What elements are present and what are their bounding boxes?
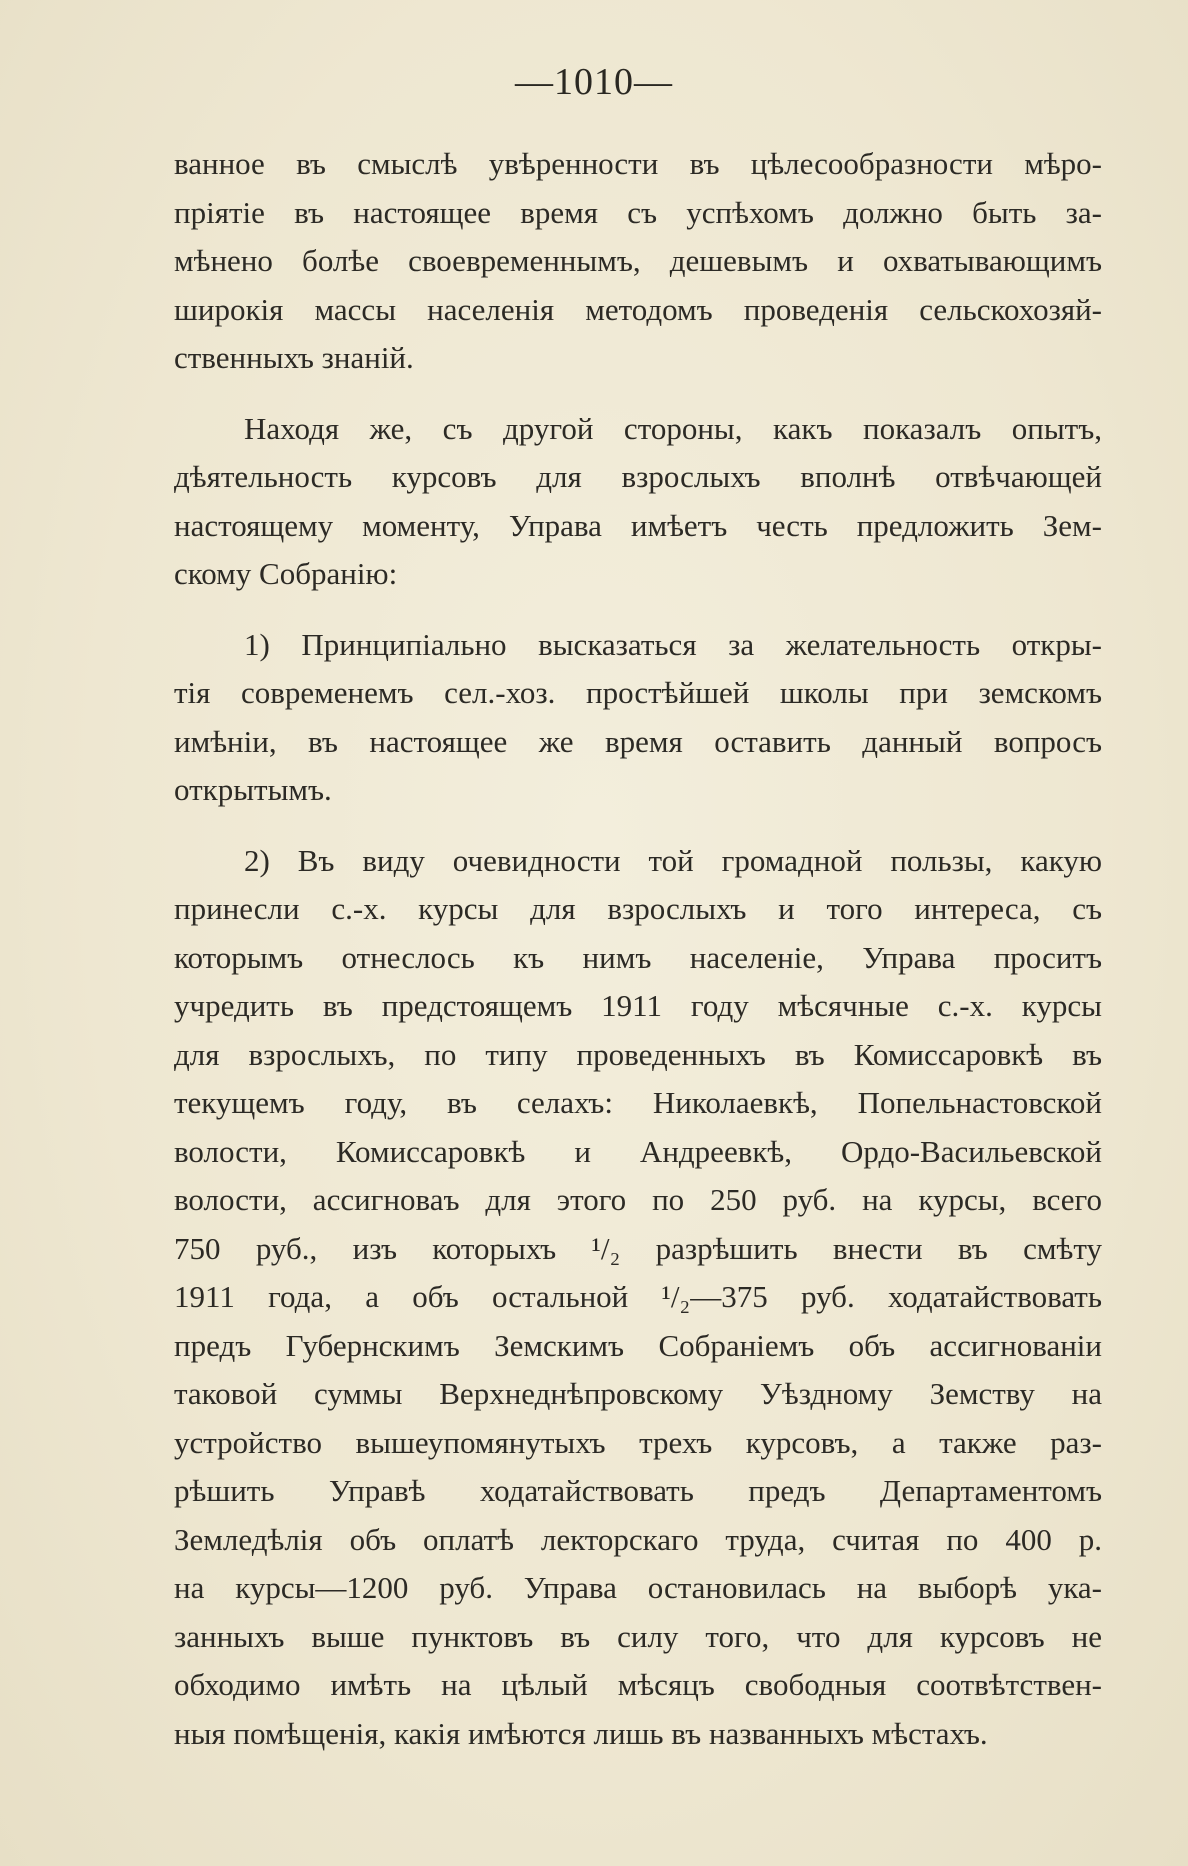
paragraph-1 [174, 140, 1102, 383]
text-line: 1911 года, а объ остальной ¹/₂—375 руб. ходатайствовать [174, 1279, 1102, 1314]
text-line: волости, Комиссаровкѣ и Андреевкѣ, Ордо-Васильевской [174, 1133, 1102, 1169]
text-line: устройство вышеупомянутыхъ трехъ курсовъ, а также раз- [174, 1424, 1102, 1460]
text-line: таковой суммы Верхнеднѣпровскому Уѣздному Земству на [174, 1376, 1102, 1411]
text-line: 2) Въ виду очевидности той громадной пользы, какую [244, 842, 1102, 878]
page-number: —1010— [515, 61, 673, 103]
text-line: принесли с.-х. курсы для взрослыхъ и того интереса, съ [174, 891, 1102, 926]
text-line: пріятіе въ настоящее время съ успѣхомъ должно быть за- [174, 194, 1102, 230]
text-line: 1) Принципіально высказаться за желательность откры- [244, 626, 1102, 662]
text-line: для взрослыхъ, по типу проведенныхъ въ Комиссаровкѣ въ [174, 1036, 1102, 1072]
text-line: Находя же, съ другой стороны, какъ показалъ опытъ, [244, 410, 1102, 446]
text-line: учредить въ предстоящемъ 1911 году мѣсячные с.-х. курсы [174, 988, 1102, 1023]
text-line: скому Собранію: [174, 556, 398, 591]
text-line: широкія массы населенія методомъ проведенія сельскохозяй- [174, 291, 1102, 327]
paragraph-2 [174, 405, 1102, 599]
text-line: занныхъ выше пунктовъ въ силу того, что для курсовъ не [174, 1618, 1102, 1654]
text-line: Земледѣлія объ оплатѣ лекторскаго труда, считая по 400 р. [174, 1521, 1102, 1557]
text-line: имѣніи, въ настоящее же время оставить данный вопросъ [174, 723, 1102, 759]
text-line: 750 руб., изъ которыхъ ¹/₂ разрѣшить внести въ смѣту [174, 1230, 1102, 1266]
text-line: мѣнено болѣе своевременнымъ, дешевымъ и охватывающимъ [174, 243, 1102, 278]
text-line: текущемъ году, въ селахъ: Николаевкѣ, Попельнастовской [174, 1085, 1102, 1120]
text-line: которымъ отнеслось къ нимъ населеніе, Управа проситъ [174, 939, 1102, 975]
text-line: предъ Губернскимъ Земскимъ Собраніемъ объ ассигнованіи [174, 1327, 1102, 1363]
paragraph-item-2 [174, 837, 1102, 1759]
text-line: настоящему моменту, Управа имѣетъ честь предложить Зем- [174, 507, 1102, 543]
text-line: ныя помѣщенія, какія имѣются лишь въ названныхъ мѣстахъ. [174, 1715, 988, 1751]
text-line: ванное въ смыслѣ увѣренности въ цѣлесообразности мѣро- [174, 146, 1102, 181]
text-line: тія современемъ сел.-хоз. простѣйшей школы при земскомъ [174, 675, 1102, 710]
text-line: на курсы—1200 руб. Управа остановилась на выборѣ ука- [174, 1570, 1102, 1605]
text-line: рѣшить Управѣ ходатайствовать предъ Департаментомъ [174, 1473, 1102, 1508]
text-line: волости, ассигноваъ для этого по 250 руб. на курсы, всего [174, 1182, 1102, 1217]
body-text [174, 140, 1102, 1780]
text-line: дѣятельность курсовъ для взрослыхъ вполнѣ отвѣчающей [174, 459, 1102, 494]
paragraph-item-1 [174, 621, 1102, 815]
text-line: открытымъ. [174, 772, 332, 807]
text-line: ственныхъ знаній. [174, 340, 414, 375]
text-line: обходимо имѣть на цѣлый мѣсяцъ свободныя соотвѣтствен- [174, 1667, 1102, 1702]
